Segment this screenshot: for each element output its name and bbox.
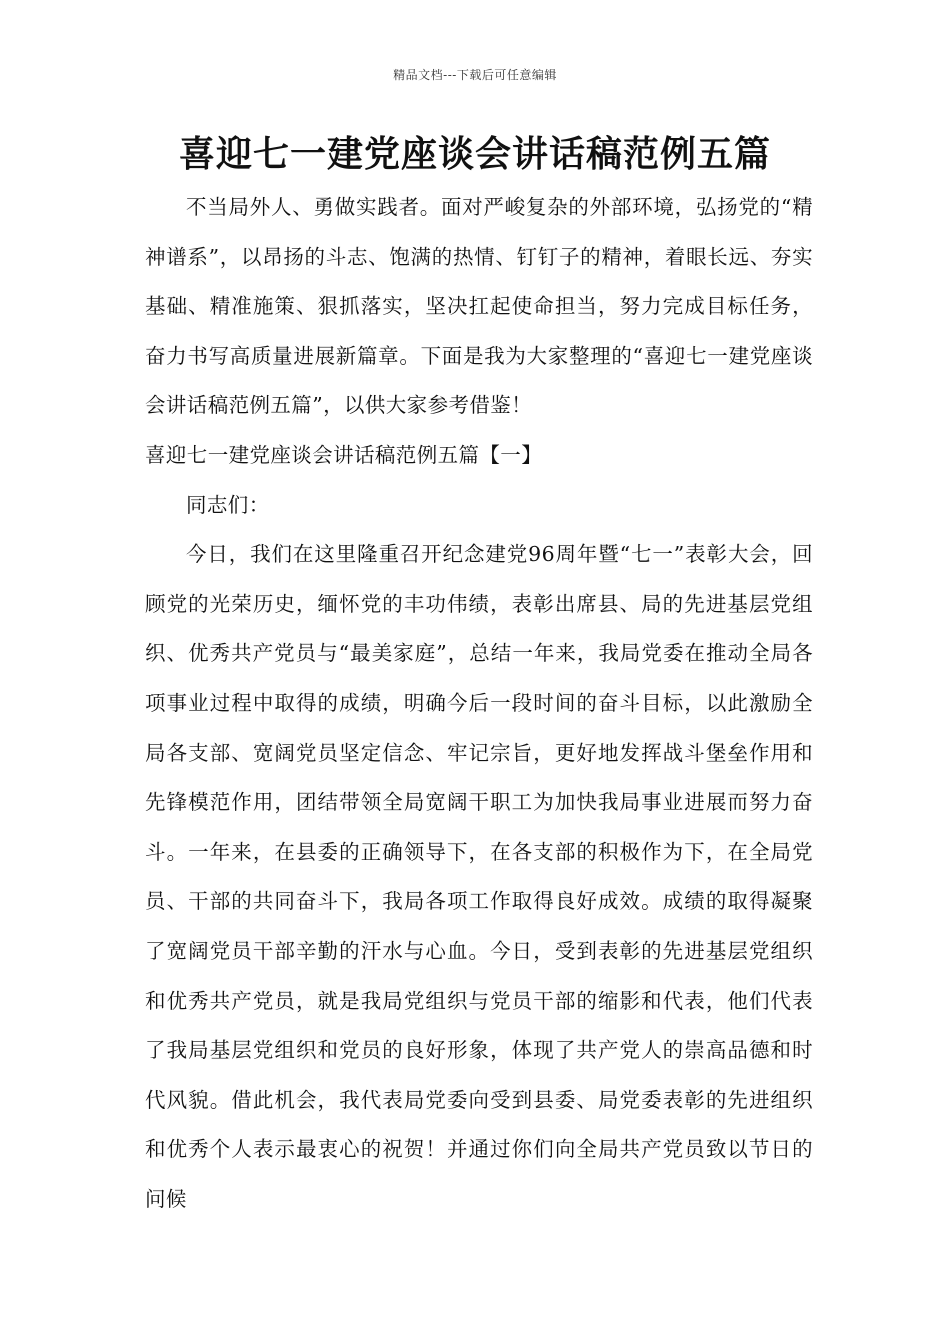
header-note: 精品文档---下载后可任意编辑 xyxy=(393,68,557,82)
salutation: 同志们： xyxy=(186,492,270,517)
intro-paragraph: 不当局外人、勇做实践者。面对严峻复杂的外部环境，弘扬党的“精神谱系”，以昂扬的斗志、饱满的热情、钉钉子的精神，着眼长远、夯实基础、精准施策、狠抓落实，坚决扛起使命担当，努力完成目标任务，奋力书写高质量进展新篇章。下面是我为大家整理的“喜迎七一建党座谈会讲话稿范例五篇”，以供大家参考借鉴！ xyxy=(145,195,813,418)
document-title: 喜迎七一建党座谈会讲话稿范例五篇 xyxy=(178,133,771,175)
body-paragraph: 今日，我们在这里隆重召开纪念建党96周年暨“七一”表彰大会，回顾党的光荣历史，缅怀党的丰功伟绩，表彰出席县、局的先进基层党组织、优秀共产党员与“最美家庭”，总结一年来，我局党委在推动全局各项事业过程中取得的成绩，明确今后一段时间的奋斗目标，以此激励全局各支部、宽阔党员坚定信念、牢记宗旨，更好地发挥战斗堡垒作用和先锋模范作用，团结带领全局宽阔干职工为加快我局事业进展而努力奋斗。一年来，在县委的正确领导下，在各支部的积极作为下，在全局党员、干部的共同奋斗下，我局各项工作取得良好成效。成绩的取得凝聚了宽阔党员干部辛勤的汗水与心血。今日，受到表彰的先进基层党组织和优秀共产党员，就是我局党组织与党员干部的缩影和代表，他们代表了我局基层党组织和党员的良好形象，体现了共产党人的崇高品德和时代风貌。借此机会，我代表局党委向受到县委、局党委表彰的先进组织和优秀个人表示最衷心的祝贺！并通过你们向全局共产党员致以节日的问候 xyxy=(145,542,813,1211)
document-body xyxy=(145,183,813,1224)
section-heading: 喜迎七一建党座谈会讲话稿范例五篇【一】 xyxy=(145,442,543,467)
